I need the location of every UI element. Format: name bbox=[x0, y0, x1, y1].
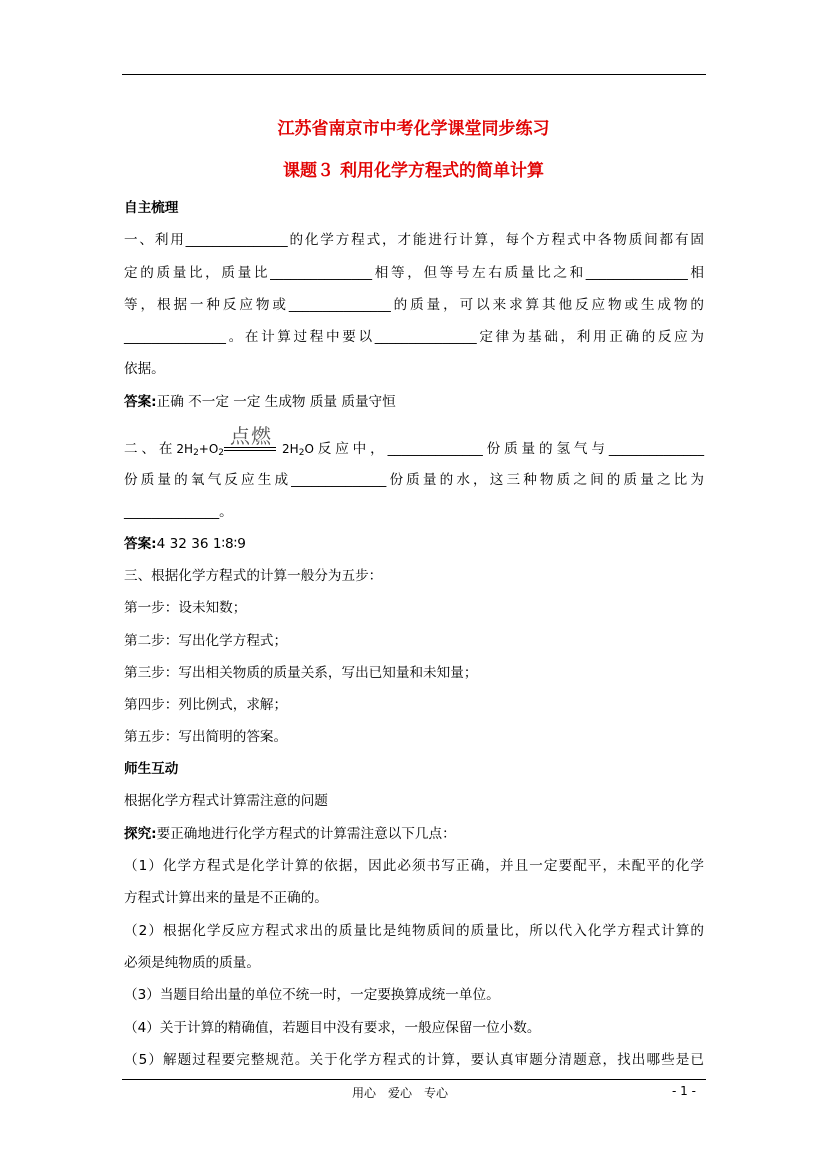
answer-line bbox=[124, 390, 396, 410]
equation-line: 二、在$2H_2+O_2$ 点燃 $2H_2O$反应中，______________份质量的氢气与______________ bbox=[124, 437, 704, 457]
document-title: 江苏省南京市中考化学课堂同步练习 bbox=[277, 119, 550, 139]
explore-line bbox=[124, 822, 456, 842]
section-heading: 自主梳理 bbox=[124, 200, 179, 216]
point-line: （4）关于计算的精确值，若题目中没有要求，一般应保留一位小数。 bbox=[124, 1020, 541, 1036]
answer-label: 答案: bbox=[124, 394, 157, 410]
paragraph-line: 依据。 bbox=[124, 361, 165, 377]
step-item: 第二步：写出化学方程式； bbox=[124, 633, 288, 649]
page-number: - 1 - bbox=[672, 1084, 696, 1098]
point-line: 必须是纯物质的质量。 bbox=[124, 955, 260, 971]
point-line: （5）解题过程要完整规范。关于化学方程式的计算，要认真审题分清题意，找出哪些是已 bbox=[124, 1052, 704, 1068]
point-line: （1）化学方程式是化学计算的依据，因此必须书写正确，并且一定要配平，未配平的化学 bbox=[124, 858, 704, 874]
paragraph-line: 等，根据一种反应物或_______________的质量，可以来求算其他反应物或生成物的 bbox=[124, 297, 704, 313]
point-line: （2）根据化学反应方程式求出的质量比是纯物质间的质量比，所以代入化学方程式计算的 bbox=[124, 923, 704, 939]
answer-label: 答案: bbox=[124, 536, 157, 552]
point-line: 方程式计算出来的量是不正确的。 bbox=[124, 890, 328, 906]
answer-line bbox=[124, 532, 246, 552]
paragraph-line: ______________。 bbox=[124, 504, 233, 520]
paragraph-line: 份质量的氧气反应生成______________份质量的水，这三种物质之间的质量之比为 bbox=[124, 472, 704, 488]
point-line: （3）当题目给出量的单位不统一时，一定要换算成统一单位。 bbox=[124, 987, 500, 1003]
paragraph-line: 一、利用_______________的化学方程式，才能进行计算，每个方程式中各物质间都有固 bbox=[124, 232, 704, 248]
explore-text: 要正确地进行化学方程式的计算需注意以下几点： bbox=[156, 826, 456, 842]
footer-rule bbox=[122, 1079, 706, 1080]
lesson-title: 课题３ 利用化学方程式的简单计算 bbox=[283, 161, 544, 181]
step-item: 第三步：写出相关物质的质量关系，写出已知量和未知量； bbox=[124, 665, 478, 681]
subheading: 根据化学方程式计算需注意的问题 bbox=[124, 793, 328, 809]
step-item: 第一步：设未知数； bbox=[124, 600, 247, 616]
condition-label: 点燃 bbox=[230, 424, 273, 448]
answer-text: 正确 不一定 一定 生成物 质量 质量守恒 bbox=[156, 394, 396, 410]
paragraph-line: 定的质量比，质量比_______________相等，但等号左右质量比之和_______________相 bbox=[124, 265, 704, 281]
header-rule bbox=[122, 74, 706, 75]
footer-slogan: 用心 爱心 专心 bbox=[352, 1086, 449, 1100]
step-item: 第五步：写出简明的答案。 bbox=[124, 729, 288, 745]
explore-label: 探究: bbox=[124, 826, 157, 842]
section-heading: 师生互动 bbox=[124, 761, 179, 777]
reaction-arrow bbox=[224, 424, 282, 456]
paragraph-line: _______________。在计算过程中要以_______________定律为基础，利用正确的反应为 bbox=[124, 329, 704, 345]
paragraph-line: 三、根据化学方程式的计算一般分为五步： bbox=[124, 568, 383, 584]
step-item: 第四步：列比例式，求解； bbox=[124, 697, 288, 713]
answer-text: 4 32 36 1∶8∶9 bbox=[156, 536, 246, 552]
